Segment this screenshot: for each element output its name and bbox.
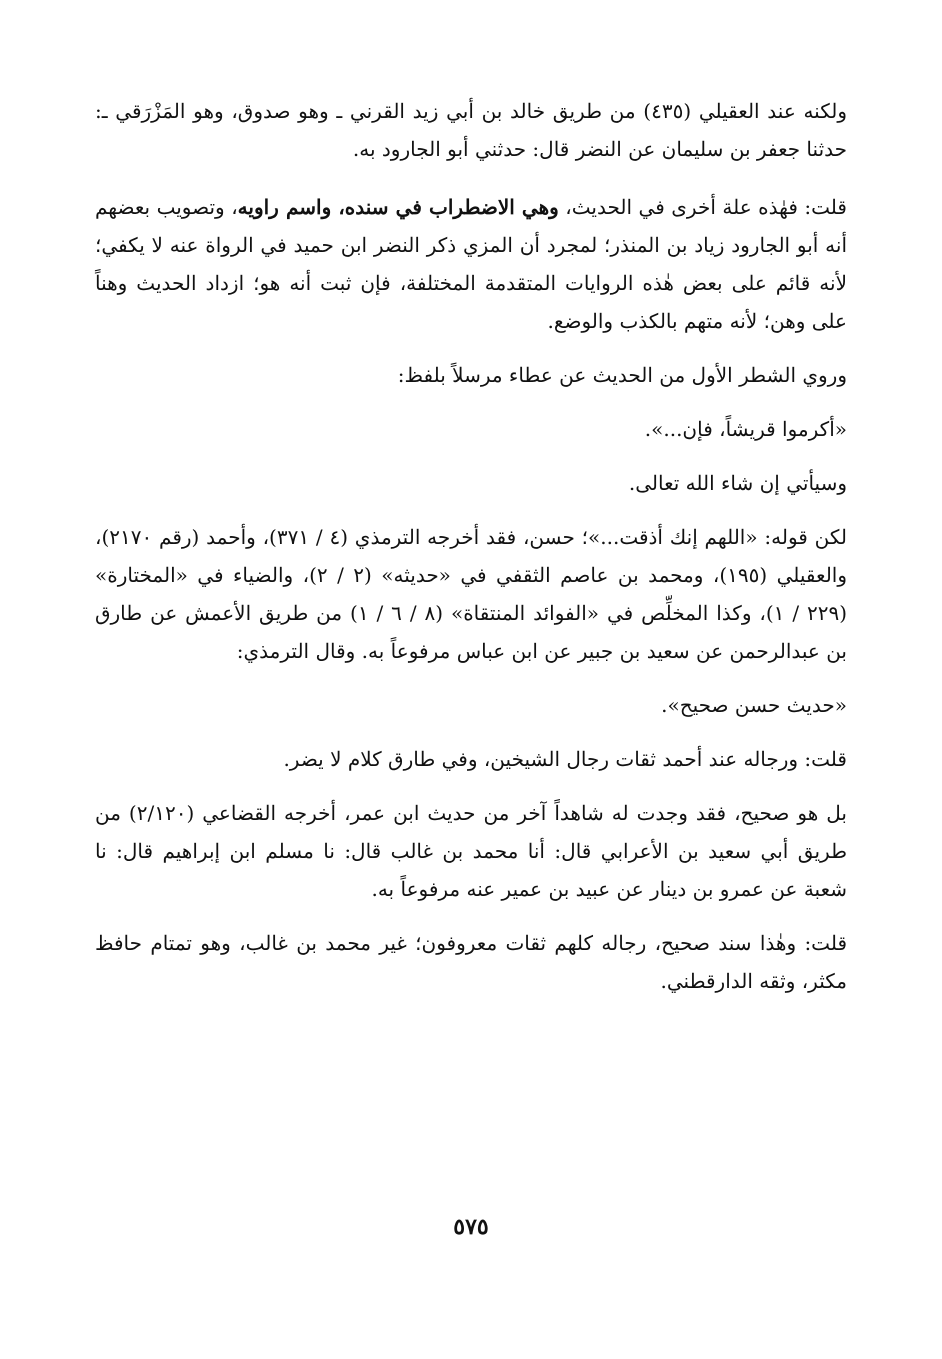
paragraph-mursal-intro: وروي الشطر الأول من الحديث عن عطاء مرسلاً بلفظ: xyxy=(397,363,847,387)
paragraph-takhrij: لكن قوله: «اللهم إنك أذقت...»؛ حسن، فقد أخرجه الترمذي (٤ / ٣٧١)، وأحمد (رقم ٢١٧٠)، والعقيلي (١٩٥)، ومحمد بن عاصم الثقفي في «حديثه» (٢ / ٢)، والضياء في «المختارة» (٢٢٩ / ١)، وكذا المخلِّص في «الفوائد المنتقاة» (٨ / ٦ / ١) من طريق الأعمش عن طارق بن عبدالرحمن عن سعيد بن جبير عن ابن عباس مرفوعاً به. وقال الترمذي: xyxy=(95,525,848,663)
paragraph-shahid: بل هو صحيح، فقد وجدت له شاهداً آخر من حديث ابن عمر، أخرجه القضاعي (٢/١٢٠) من طريق أبي سعيد بن الأعرابي قال: أنا محمد بن غالب قال: نا مسلم ابن إبراهيم قال: نا شعبة عن عمرو بن دينار عن عبيد بن عمير عنه مرفوعاً به. xyxy=(95,801,847,901)
illa-text-end: ، وتصويب بعضهم أنه أبو الجارود زياد بن المنذر؛ لمجرد أن المزي ذكر النضر ابن حميد في الرواة عنه لا يكفي؛ لأنه قائم على بعض هٰذه الروايات المتقدمة المختلفة، فإن ثبت أنه هو؛ ازداد الحديث وهناً على وهن؛ لأنه متهم بالكذب والوضع. xyxy=(95,195,847,333)
paragraph-aqili-isnad: ولكنه عند العقيلي (٤٣٥) من طريق خالد بن أبي زيد القرني ـ وهو صدوق، وهو المَزْرَقي ـ: حدثنا جعفر بن سليمان عن النضر قال: حدثني أبو الجارود به. xyxy=(95,99,848,161)
paragraph-illa xyxy=(95,188,847,340)
paragraph-sanad-sahih: قلت: وهٰذا سند صحيح، رجاله كلهم ثقات معروفون؛ غير محمد بن غالب، وهو تمتام حافظ مكثر، وثقه الدارقطني. xyxy=(95,931,847,993)
page-body xyxy=(95,92,847,1000)
illa-text-start: قلت: فهٰذه علة أخرى في الحديث، xyxy=(558,195,847,219)
paragraph-tirmidhi-verdict: «حديث حسن صحيح». xyxy=(661,693,847,717)
paragraph-insha-allah: وسيأتي إن شاء الله تعالى. xyxy=(628,471,847,495)
illa-text-bold: وهي الاضطراب في سنده، واسم راويه xyxy=(237,195,559,219)
paragraph-rijal: قلت: ورجاله عند أحمد ثقات رجال الشيخين، وفي طارق كلام لا يضر. xyxy=(283,747,847,771)
page-number: ٥٧٥ xyxy=(453,1214,489,1240)
paragraph-hadith-quote: «أكرموا قريشاً، فإن...». xyxy=(644,417,847,441)
